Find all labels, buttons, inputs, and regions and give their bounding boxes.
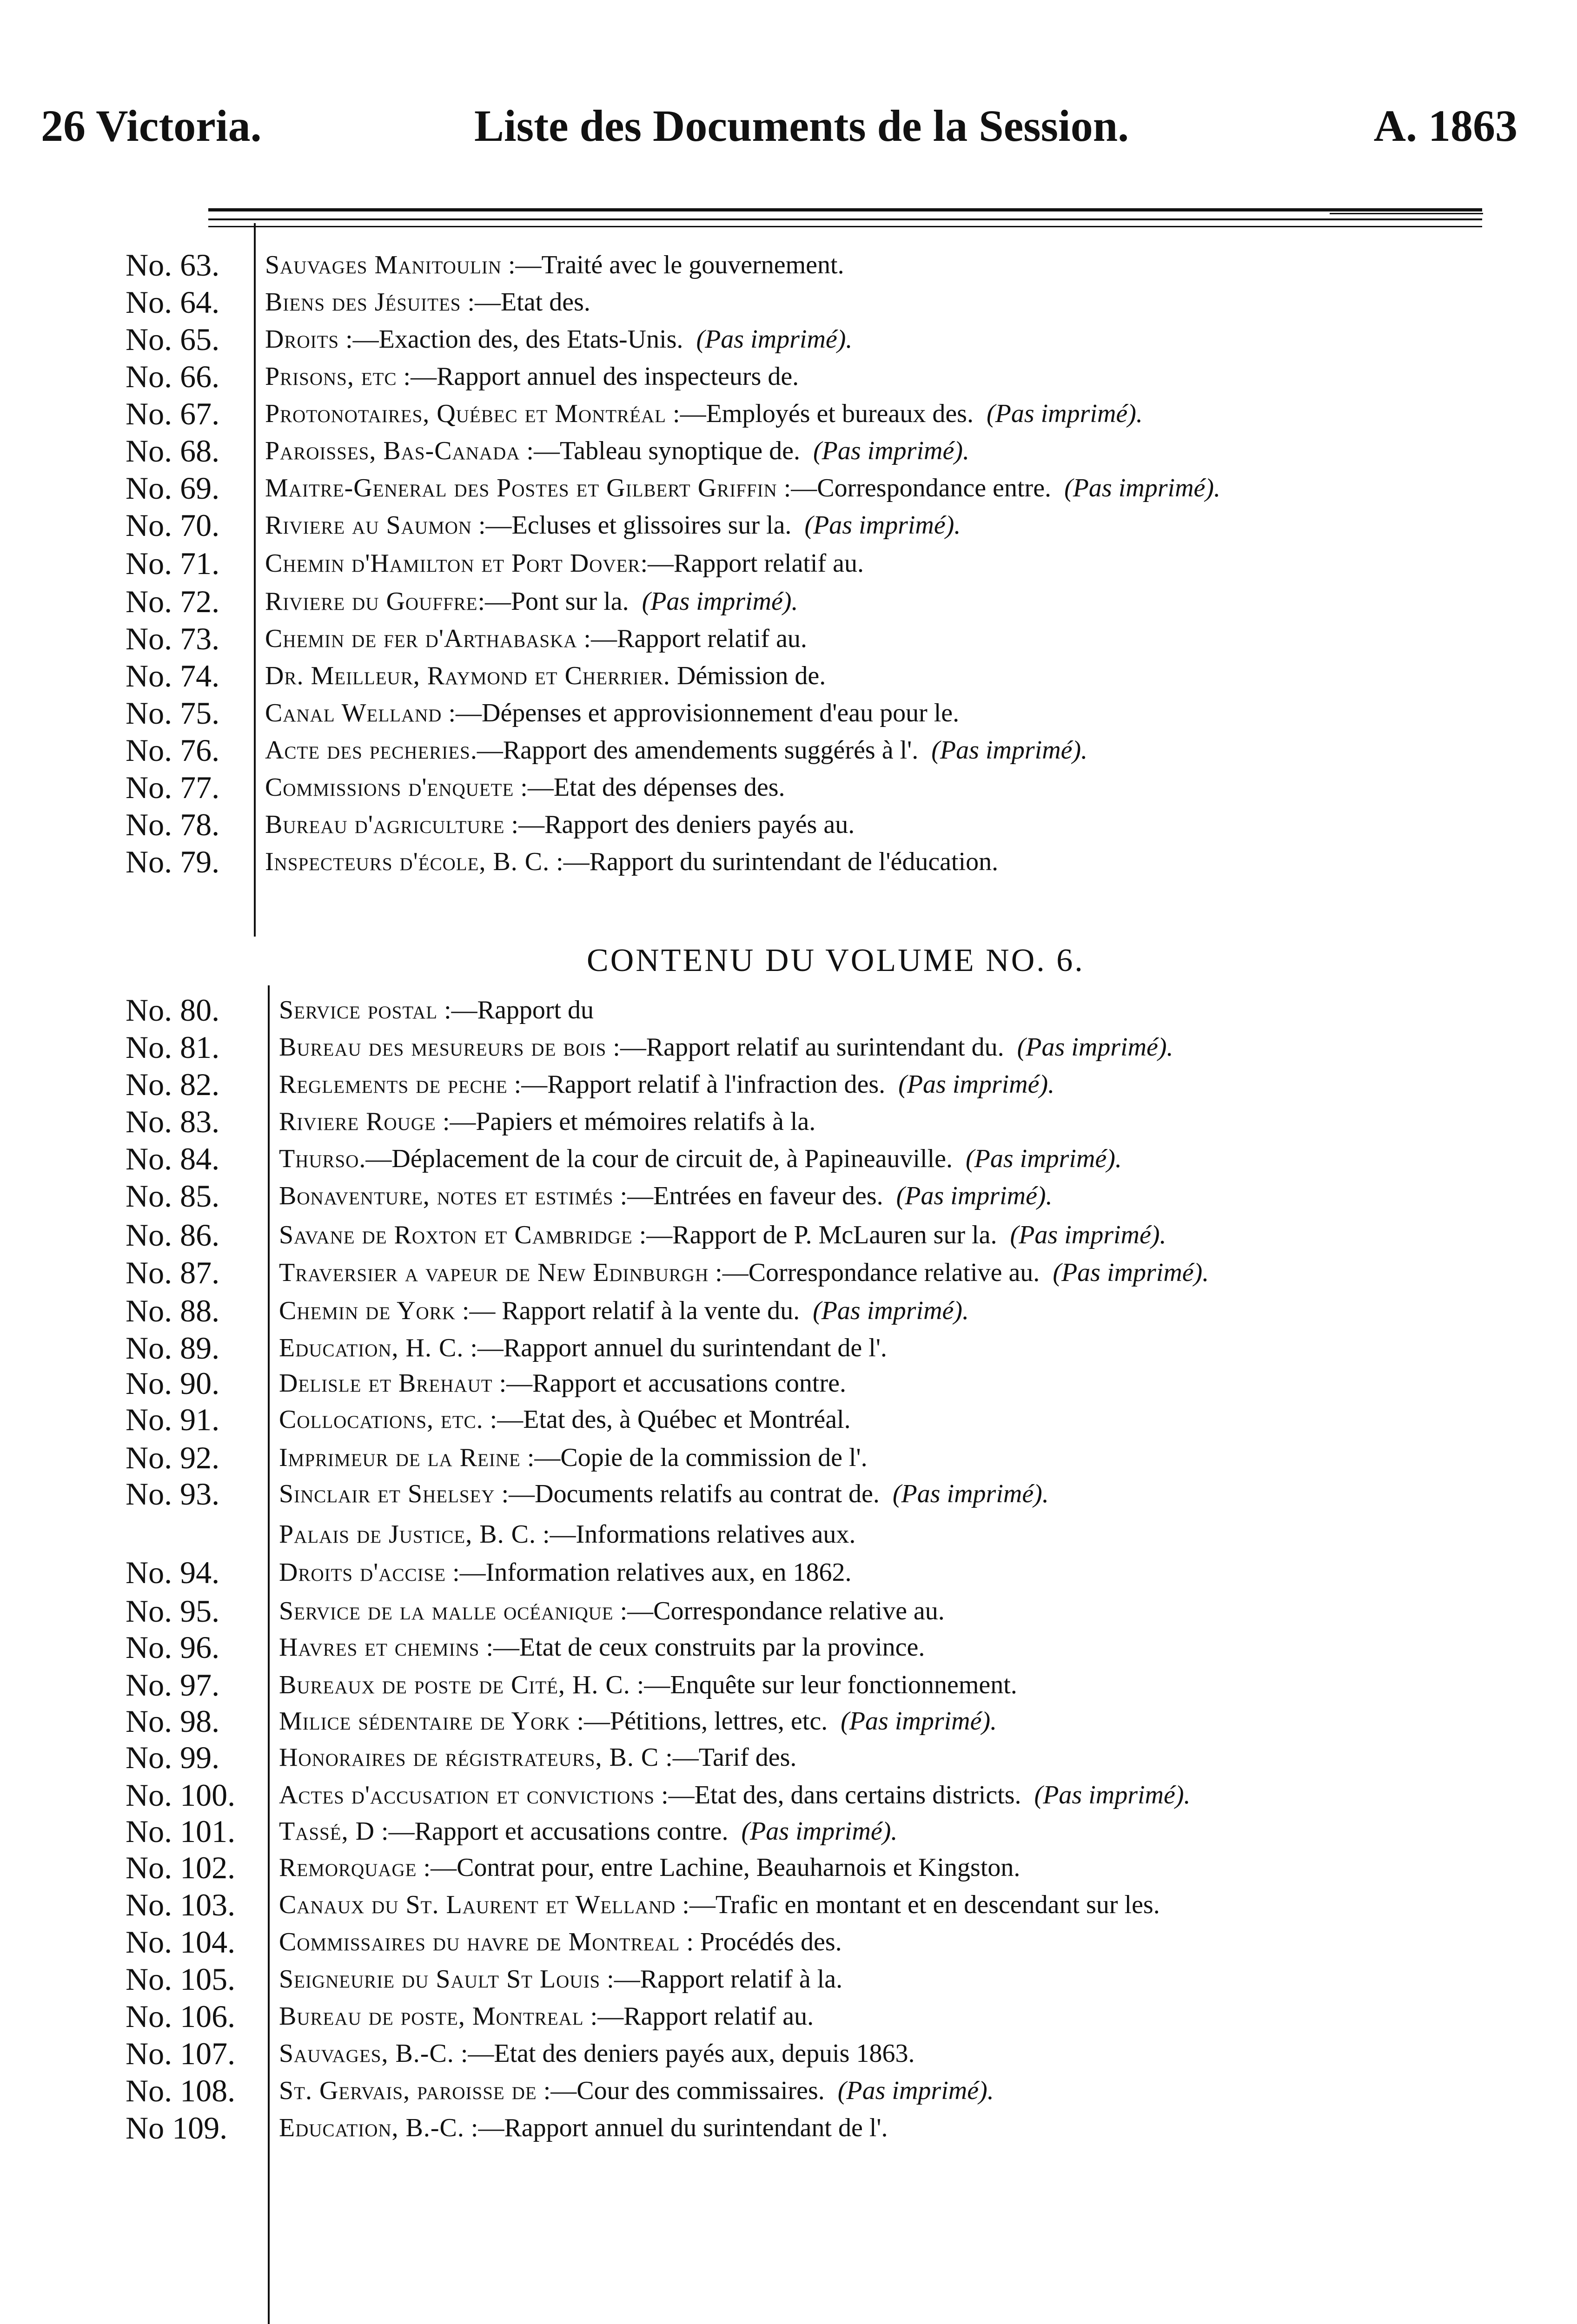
document-subject: Riviere au Saumon <box>265 511 472 540</box>
document-subject: Commissions d'enquete <box>265 773 514 802</box>
document-subject: Chemin de fer d'Arthabaska <box>265 624 577 653</box>
document-subject: Bonaventure, notes et estimés <box>279 1182 614 1210</box>
list-item <box>0 1216 1577 1254</box>
list-item <box>0 583 1577 620</box>
document-description <box>265 321 852 358</box>
document-number: No. 83. <box>126 1104 220 1139</box>
list-item <box>0 358 1577 395</box>
document-description <box>265 843 998 880</box>
document-detail: :—Rapport des deniers payés au. <box>504 810 855 839</box>
document-number: No. 98. <box>126 1703 220 1739</box>
list-item <box>0 1998 1577 2035</box>
document-number: No. 75. <box>126 695 220 731</box>
document-detail: :—Rapport du <box>437 996 594 1024</box>
document-number: No. 71. <box>126 546 220 581</box>
document-subject: Riviere Rouge <box>279 1107 436 1136</box>
not-printed-note: (Pas imprimé). <box>986 399 1143 428</box>
document-number: No. 68. <box>126 433 220 469</box>
document-subject: Acte des pecheries <box>265 736 470 765</box>
document-number: No. 76. <box>126 733 220 768</box>
list-item <box>0 1886 1577 1923</box>
document-detail: : Procédés des. <box>680 1928 842 1956</box>
list-item <box>0 545 1577 582</box>
document-description <box>279 1475 1049 1512</box>
document-subject: Maitre-General des Postes et Gilbert Griffin <box>265 474 777 502</box>
document-subject: St. Gervais, paroisse de <box>279 2076 537 2105</box>
document-detail: :—Pétitions, lettres, etc. <box>570 1707 828 1736</box>
document-number: No. 81. <box>126 1030 220 1065</box>
list-item <box>0 507 1577 544</box>
document-subject: Bureau des mesureurs de bois <box>279 1033 607 1062</box>
document-detail: :—Enquête sur leur fonctionnement. <box>630 1670 1017 1699</box>
document-detail: :—Etat des dépenses des. <box>514 773 785 802</box>
not-printed-note: (Pas imprimé). <box>741 1817 898 1846</box>
document-detail: :—Correspondance relative au. <box>613 1597 945 1625</box>
document-number: No. 100. <box>126 1777 236 1813</box>
document-subject: Riviere du Gouffre <box>265 587 478 616</box>
list-item <box>0 732 1577 769</box>
document-number: No. 104. <box>126 1924 236 1960</box>
document-description <box>279 1923 842 1961</box>
document-description <box>265 583 798 620</box>
not-printed-note: (Pas imprimé). <box>813 436 969 465</box>
document-description <box>265 545 864 582</box>
document-subject: Traversier a vapeur de New Edinburgh <box>279 1258 709 1287</box>
document-detail: :—Copie de la commission de l'. <box>520 1443 868 1472</box>
not-printed-note: (Pas imprimé). <box>1010 1221 1166 1249</box>
document-detail: :—Etat de ceux construits par la province. <box>479 1633 925 1662</box>
document-description <box>279 1292 969 1329</box>
document-description <box>279 1961 842 1998</box>
list-item <box>0 1739 1577 1776</box>
document-description <box>265 769 785 806</box>
document-description <box>279 1216 1166 1254</box>
list-item <box>0 1066 1577 1103</box>
list-item <box>0 395 1577 432</box>
document-description <box>265 469 1220 507</box>
list-item <box>0 2072 1577 2109</box>
document-detail: :—Rapport annuel du surintendant de l'. <box>464 1334 887 1362</box>
document-number: No. 94. <box>126 1555 220 1590</box>
document-detail: :—Rapport de P. McLauren sur la. <box>632 1221 997 1249</box>
document-number: No. 91. <box>126 1402 220 1437</box>
document-description <box>265 358 799 395</box>
document-description <box>279 1103 815 1140</box>
document-subject: Actes d'accusation et convictions <box>279 1781 655 1809</box>
document-subject: Sinclair et Shelsey <box>279 1479 495 1508</box>
document-description <box>265 284 590 321</box>
document-detail: :—Rapport relatif au. <box>640 549 864 578</box>
document-number: No. 97. <box>126 1667 220 1703</box>
document-subject: Bureaux de poste de Cité, H. C. <box>279 1670 630 1699</box>
list-item <box>0 1365 1577 1402</box>
document-number: No. 93. <box>126 1476 220 1512</box>
document-description <box>279 1849 1020 1886</box>
document-subject: Service postal <box>279 996 438 1024</box>
document-subject: Dr. Meilleur, Raymond et Cherrier. <box>265 661 670 690</box>
document-description <box>279 1140 1122 1177</box>
document-description <box>265 395 1143 432</box>
document-detail: :—Trafic en montant et en descendant sur les. <box>676 1890 1160 1919</box>
document-number: No. 103. <box>126 1887 236 1922</box>
list-item <box>0 991 1577 1029</box>
document-subject: Seigneurie du Sault St Louis <box>279 1965 601 1994</box>
document-description <box>279 1629 925 1666</box>
document-number: No. 82. <box>126 1067 220 1102</box>
not-printed-note: (Pas imprimé). <box>1017 1033 1173 1062</box>
list-item <box>0 1961 1577 1998</box>
document-detail: :—Employés et bureaux des. <box>666 399 974 428</box>
document-description <box>279 1886 1160 1923</box>
document-description <box>265 432 969 469</box>
document-description <box>265 732 1087 769</box>
document-detail: .—Rapport des amendements suggérés à l'. <box>470 736 919 765</box>
document-description <box>279 2072 994 2109</box>
document-number: No. 77. <box>126 770 220 805</box>
document-number: No. 102. <box>126 1850 236 1885</box>
list-item <box>0 1554 1577 1591</box>
document-number: No. 70. <box>126 508 220 543</box>
document-number: No. 99. <box>126 1740 220 1775</box>
document-detail: :—Entrées en faveur des. <box>613 1182 883 1210</box>
document-detail: :—Etat des deniers payés aux, depuis 1863. <box>454 2039 915 2068</box>
document-number: No. 64. <box>126 284 220 320</box>
list-item <box>0 769 1577 806</box>
document-description <box>279 1739 796 1776</box>
document-detail: :—Rapport relatif au. <box>577 624 807 653</box>
not-printed-note: (Pas imprimé). <box>1064 474 1221 502</box>
list-item <box>0 1401 1577 1438</box>
document-subject: Honoraires de régistrateurs, B. C <box>279 1743 659 1772</box>
list-item <box>0 1177 1577 1215</box>
document-detail: .—Déplacement de la cour de circuit de, à Papineauville. <box>359 1144 953 1173</box>
document-description <box>279 1029 1173 1066</box>
not-printed-note: (Pas imprimé). <box>1034 1781 1191 1809</box>
list-item <box>0 246 1577 284</box>
not-printed-note: (Pas imprimé). <box>898 1070 1055 1099</box>
document-subject: Bureau d'agriculture <box>265 810 505 839</box>
document-detail: :—Ecluses et glissoires sur la. <box>471 511 792 540</box>
document-subject: Prisons, etc <box>265 362 397 391</box>
document-subject: Education, H. C. <box>279 1334 464 1362</box>
not-printed-note: (Pas imprimé). <box>965 1144 1122 1173</box>
document-number: No. 108. <box>126 2073 236 2108</box>
document-subject: Protonotaires, Québec et Montréal <box>265 399 667 428</box>
document-number: No. 96. <box>126 1630 220 1665</box>
document-number: No. 78. <box>126 807 220 842</box>
document-detail: :—Rapport relatif au surintendant du. <box>606 1033 1004 1062</box>
not-printed-note: (Pas imprimé). <box>892 1479 1049 1508</box>
document-detail: :—Correspondance relative au. <box>709 1258 1040 1287</box>
document-description <box>265 246 844 284</box>
document-description <box>279 1254 1209 1291</box>
document-subject: Collocations, etc. <box>279 1405 484 1434</box>
document-number: No. 87. <box>126 1255 220 1290</box>
document-number: No. 106. <box>126 1999 236 2034</box>
document-number: No. 88. <box>126 1293 220 1328</box>
document-number: No. 73. <box>126 621 220 656</box>
document-detail: :—Traité avec le gouvernement. <box>501 251 844 279</box>
document-detail: :—Dépenses et approvisionnement d'eau pour le. <box>442 699 960 727</box>
list-item <box>0 657 1577 694</box>
not-printed-note: (Pas imprimé). <box>813 1296 969 1325</box>
document-detail: :—Etat des. <box>461 288 590 317</box>
document-detail: :—Rapport annuel du surintendant de l'. <box>464 2113 888 2142</box>
document-number: No. 89. <box>126 1330 220 1366</box>
document-detail: :—Exaction des, des Etats-Unis. <box>339 325 683 354</box>
document-subject: Service de la malle océanique <box>279 1597 614 1625</box>
document-number: No. 65. <box>126 322 220 357</box>
header-session-year: 26 Victoria. <box>41 101 262 151</box>
document-number: No. 80. <box>126 992 220 1028</box>
section-heading: CONTENU DU VOLUME NO. 6. <box>587 943 1085 978</box>
not-printed-note: (Pas imprimé). <box>642 587 798 616</box>
document-subject: Thurso <box>279 1144 359 1173</box>
document-number: No. 69. <box>126 470 220 506</box>
document-description <box>265 620 807 657</box>
document-number: No. 101. <box>126 1814 236 1849</box>
list-item <box>0 1029 1577 1066</box>
list-item <box>0 1516 1577 1553</box>
list-item <box>0 1923 1577 1961</box>
header-title: Liste des Documents de la Session. <box>474 101 1129 151</box>
document-subject: Reglements de peche <box>279 1070 508 1099</box>
document-description <box>279 1066 1054 1103</box>
list-item <box>0 1703 1577 1740</box>
document-detail: :—Pont sur la. <box>477 587 629 616</box>
document-description <box>279 2035 914 2072</box>
list-item <box>0 1103 1577 1140</box>
document-detail: Démission de. <box>670 661 826 690</box>
document-detail: :—Rapport et accusations contre. <box>375 1817 729 1846</box>
document-detail: :—Correspondance entre. <box>777 474 1052 502</box>
document-number: No. 66. <box>126 359 220 394</box>
document-subject: Droits <box>265 325 339 354</box>
list-item <box>0 1475 1577 1512</box>
list-item <box>0 1629 1577 1666</box>
not-printed-note: (Pas imprimé). <box>837 2076 994 2105</box>
document-subject: Sauvages, B.-C. <box>279 2039 454 2068</box>
list-item <box>0 432 1577 469</box>
list-item <box>0 1140 1577 1177</box>
document-description <box>279 1177 1053 1215</box>
list-item <box>0 1776 1577 1814</box>
document-number: No. 79. <box>126 844 220 879</box>
document-detail: :—Cour des commissaires. <box>537 2076 825 2105</box>
list-item <box>0 843 1577 880</box>
document-subject: Tassé, D <box>279 1817 375 1846</box>
document-description <box>279 1703 997 1740</box>
document-number: No. 90. <box>126 1366 220 1401</box>
list-item <box>0 1254 1577 1291</box>
document-subject: Remorquage <box>279 1853 417 1882</box>
document-detail: :—Rapport relatif à la. <box>600 1965 843 1994</box>
document-subject: Paroisses, Bas-Canada <box>265 436 520 465</box>
document-detail: :—Etat des, dans certains districts. <box>655 1781 1021 1809</box>
document-description <box>279 1554 852 1591</box>
list-item <box>0 284 1577 321</box>
document-subject: Canaux du St. Laurent et Welland <box>279 1890 676 1919</box>
document-subject: Inspecteurs d'école, B. C. <box>265 847 550 876</box>
document-subject: Savane de Roxton et Cambridge <box>279 1221 633 1249</box>
document-number: No. 74. <box>126 658 220 693</box>
document-number: No. 86. <box>126 1217 220 1253</box>
list-item <box>0 2035 1577 2072</box>
document-subject: Palais de Justice, B. C. <box>279 1520 536 1549</box>
document-description <box>265 507 961 544</box>
document-detail: :—Papiers et mémoires relatifs à la. <box>436 1107 816 1136</box>
document-subject: Bureau de poste, Montreal <box>279 2002 584 2031</box>
document-description <box>279 1592 945 1630</box>
not-printed-note: (Pas imprimé). <box>804 511 961 540</box>
list-item <box>0 2109 1577 2146</box>
document-detail: :—Rapport annuel des inspecteurs de. <box>397 362 799 391</box>
document-detail: :— Rapport relatif à la vente du. <box>455 1296 800 1325</box>
document-description <box>279 1439 868 1476</box>
document-subject: Commissaires du havre de Montreal <box>279 1928 680 1956</box>
not-printed-note: (Pas imprimé). <box>696 325 853 354</box>
document-subject: Imprimeur de la Reine <box>279 1443 521 1472</box>
document-detail: :—Rapport relatif à l'infraction des. <box>507 1070 886 1099</box>
document-description <box>265 657 826 694</box>
document-description <box>279 1329 887 1367</box>
document-subject: Milice sédentaire de York <box>279 1707 570 1736</box>
list-item <box>0 1666 1577 1703</box>
document-subject: Education, B.-C. <box>279 2113 464 2142</box>
list-item <box>0 1292 1577 1329</box>
list-item <box>0 1592 1577 1630</box>
document-description <box>265 694 959 732</box>
document-number: No. 105. <box>126 1961 236 1997</box>
document-subject: Havres et chemins <box>279 1633 480 1662</box>
document-detail: :—Tableau synoptique de. <box>520 436 801 465</box>
list-item <box>0 1439 1577 1476</box>
document-detail: :—Etat des, à Québec et Montréal. <box>483 1405 851 1434</box>
document-subject: Canal Welland <box>265 699 442 727</box>
document-detail: :—Rapport et accusations contre. <box>492 1369 846 1398</box>
document-description <box>265 806 855 843</box>
document-subject: Sauvages Manitoulin <box>265 251 502 279</box>
document-number: No. 84. <box>126 1141 220 1176</box>
document-detail: :—Informations relatives aux. <box>536 1520 856 1549</box>
document-detail: :—Rapport relatif au. <box>583 2002 814 2031</box>
list-item <box>0 1849 1577 1886</box>
document-description <box>279 1813 897 1850</box>
document-number: No. 92. <box>126 1440 220 1475</box>
document-detail: :—Tarif des. <box>659 1743 797 1772</box>
list-item <box>0 694 1577 732</box>
document-detail: :—Rapport du surintendant de l'éducation. <box>550 847 999 876</box>
document-number: No. 95. <box>126 1593 220 1629</box>
document-subject: Chemin d'Hamilton et Port Dover <box>265 549 641 578</box>
document-subject: Droits d'accise <box>279 1558 446 1587</box>
document-description <box>279 2109 888 2146</box>
document-description <box>279 1365 846 1402</box>
document-detail: :—Information relatives aux, en 1862. <box>446 1558 852 1587</box>
document-number: No 109. <box>126 2110 228 2146</box>
list-item <box>0 806 1577 843</box>
document-description <box>279 991 594 1029</box>
list-item <box>0 1329 1577 1367</box>
list-item <box>0 1813 1577 1850</box>
list-item <box>0 469 1577 507</box>
not-printed-note: (Pas imprimé). <box>896 1182 1053 1210</box>
document-detail: :—Contrat pour, entre Lachine, Beauharnois et Kingston. <box>417 1853 1020 1882</box>
header-year: A. 1863 <box>1373 101 1517 151</box>
document-number: No. 107. <box>126 2036 236 2071</box>
list-item <box>0 620 1577 657</box>
list-item <box>0 321 1577 358</box>
not-printed-note: (Pas imprimé). <box>931 736 1088 765</box>
document-subject: Chemin de York <box>279 1296 456 1325</box>
document-subject: Delisle et Brehaut <box>279 1369 493 1398</box>
not-printed-note: (Pas imprimé). <box>841 1707 997 1736</box>
document-description <box>279 1401 851 1438</box>
document-description <box>279 1776 1191 1814</box>
document-description <box>279 1516 855 1553</box>
document-description <box>279 1998 814 2035</box>
document-subject: Biens des Jésuites <box>265 288 461 317</box>
document-description <box>279 1666 1017 1703</box>
document-number: No. 72. <box>126 584 220 619</box>
document-detail: :—Documents relatifs au contrat de. <box>495 1479 880 1508</box>
document-number: No. 63. <box>126 247 220 283</box>
document-number: No. 85. <box>126 1178 220 1214</box>
document-number: No. 67. <box>126 396 220 431</box>
not-printed-note: (Pas imprimé). <box>1053 1258 1209 1287</box>
